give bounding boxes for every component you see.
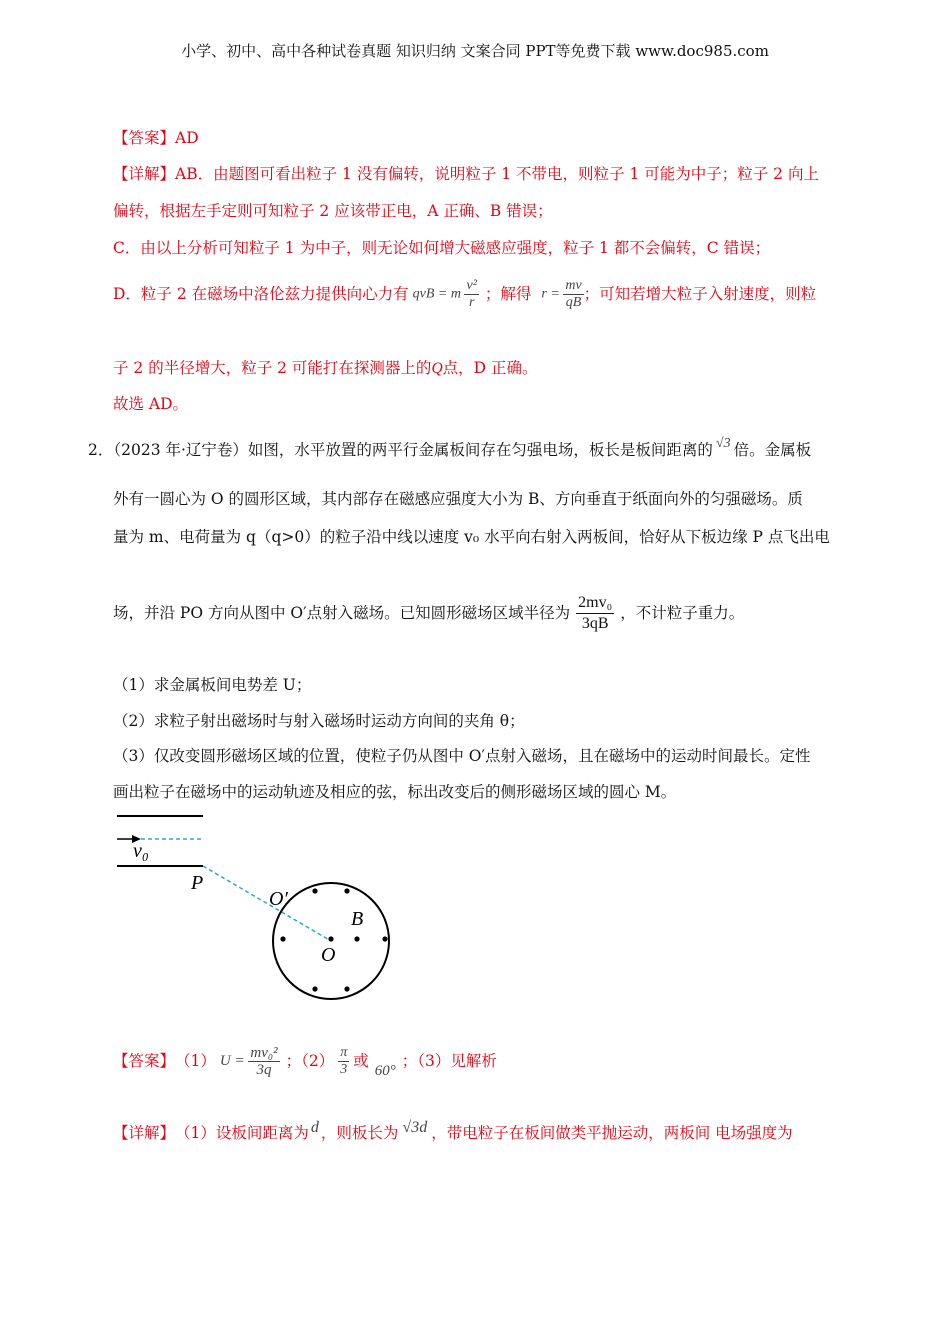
field-dots — [280, 888, 387, 991]
q1-detail-line-4 — [113, 272, 816, 316]
eq-lhs: U = — [219, 1052, 245, 1069]
q2-sub-3: （3）仅改变圆形磁场区域的位置，使粒子仍从图中 O′点射入磁场，且在磁场中的运动时间最长。定性 — [113, 747, 811, 765]
stem-text: 场，并沿 PO 方向从图中 O′点射入磁场。已知圆形磁场区域半径为 — [113, 604, 571, 622]
field-dot — [344, 986, 349, 991]
eq-num: v² — [466, 277, 477, 293]
eq-fraction — [563, 278, 583, 311]
radius-fraction — [576, 593, 614, 634]
label-p: P — [191, 872, 204, 894]
q2-stem-line-3: 量为 m、电荷量为 q（q>0）的粒子沿中线以速度 v₀ 水平向右射入两板间，恰好从下板边缘 P 点飞出电 — [113, 528, 830, 546]
detail-text: AB．由题图可看出粒子 1 没有偏转，说明粒子 1 不带电，则粒子 1 可能为中子；粒子 2 向上 — [175, 165, 819, 183]
q2-stem-line-4 — [113, 590, 744, 636]
q1-conclusion: 故选 AD。 — [113, 395, 189, 413]
equation-radius — [541, 278, 583, 311]
detail-text: ，带电粒子在板间做类平抛运动，两板间 电场强度为 — [431, 1124, 793, 1142]
eq-fraction — [464, 278, 478, 311]
q1-answer — [113, 128, 199, 148]
detail-text: （1）设板间距离为 — [175, 1124, 309, 1142]
trajectory-path — [203, 866, 331, 941]
eq-den: 3q — [256, 1061, 272, 1078]
field-dot — [344, 888, 349, 893]
q2-sub-1: （1）求金属板间电势差 U； — [113, 676, 312, 694]
q2-detail-line-1 — [113, 1118, 793, 1148]
label-v0: v₀ — [133, 840, 149, 862]
eq-fraction — [248, 1045, 279, 1078]
eq-num: mv₀² — [250, 1044, 278, 1061]
answer-part-2: ；（2） — [285, 1052, 335, 1070]
answer-tag: 【答案】 — [113, 129, 176, 147]
eq-lhs: r = — [541, 286, 560, 302]
frac-num: 2mv₀ — [576, 593, 614, 614]
label-o: O — [321, 944, 336, 966]
field-dot — [312, 888, 317, 893]
detail-text: ；解得 — [484, 285, 532, 303]
var-d: d — [310, 1119, 319, 1136]
detail-tag: 【详解】 — [113, 165, 176, 183]
answer-part-3: ；（3）见解析 — [401, 1052, 497, 1070]
q1-detail-line-5 — [113, 358, 538, 379]
q2-answer — [113, 1036, 497, 1086]
page-header: 小学、初中、高中各种试卷真题 知识归纳 文案合同 PPT等免费下载 www.doc985.com — [181, 42, 769, 60]
detail-text: ；可知若增大粒子入射速度，则粒 — [583, 285, 817, 303]
answer-voltage-eq — [220, 1045, 280, 1078]
stem-text: 倍。金属板 — [733, 441, 812, 459]
eq-den: qB — [565, 294, 582, 310]
field-dot — [312, 986, 317, 991]
label-b: B — [351, 908, 364, 930]
q1-detail-line-1 — [113, 164, 819, 184]
point-q: Q — [431, 360, 443, 377]
physics-figure — [105, 805, 425, 1010]
answer-angle-frac — [338, 1045, 349, 1078]
frac-den: 3qB — [581, 614, 609, 632]
field-dot — [382, 936, 387, 941]
detail-text: 点，D 正确。 — [442, 359, 538, 377]
field-dot — [328, 936, 333, 941]
sqrt-three: √3 — [715, 436, 731, 451]
answer-degrees: 60° — [374, 1063, 396, 1079]
q2-stem-line-2: 外有一圆心为 O 的圆形区域，其内部存在磁感应强度大小为 B、方向垂直于纸面向外的匀强磁场。质 — [113, 490, 803, 508]
field-dot — [280, 936, 285, 941]
answer-tag: 【答案】 — [113, 1052, 176, 1070]
q2-stem-line-1 — [88, 436, 812, 460]
detail-text: 子 2 的半径增大，粒子 2 可能打在探测器上的 — [113, 359, 432, 377]
eq-lhs: qvB = m — [412, 286, 461, 302]
answer-or: 或 — [353, 1052, 369, 1070]
eq-den: r — [468, 294, 475, 310]
eq-num: mv — [565, 277, 582, 293]
plate-length: √3d — [402, 1119, 428, 1136]
detail-text: D．粒子 2 在磁场中洛伦兹力提供向心力有 — [113, 285, 409, 303]
q2-sub-2: （2）求粒子射出磁场时与射入磁场时运动方向间的夹角 θ； — [113, 712, 525, 730]
detail-tag: 【详解】 — [113, 1124, 176, 1142]
q1-detail-line-3: C．由以上分析可知粒子 1 为中子，则无论如何增大磁感应强度，粒子 1 都不会偏转，C 错误； — [113, 239, 771, 257]
stem-text: 2．（2023 年·辽宁卷）如图，水平放置的两平行金属板间存在匀强电场，板长是板间距离的 — [88, 441, 713, 459]
q2-sub-4: 画出粒子在磁场中的运动轨迹及相应的弦，标出改变后的侧形磁场区域的圆心 M。 — [113, 783, 677, 801]
detail-text: ，则板长为 — [320, 1124, 399, 1142]
equation-lorentz — [413, 278, 479, 311]
answer-value: AD — [175, 129, 199, 147]
eq-num: π — [340, 1044, 348, 1060]
eq-den: 3 — [340, 1061, 348, 1077]
q1-detail-line-2: 偏转，根据左手定则可知粒子 2 应该带正电，A 正确、B 错误； — [113, 202, 553, 220]
label-o-prime: O′ — [269, 888, 288, 910]
answer-part-1: （1） — [175, 1052, 216, 1070]
stem-text: ，不计粒子重力。 — [620, 604, 745, 622]
field-dot — [354, 936, 359, 941]
